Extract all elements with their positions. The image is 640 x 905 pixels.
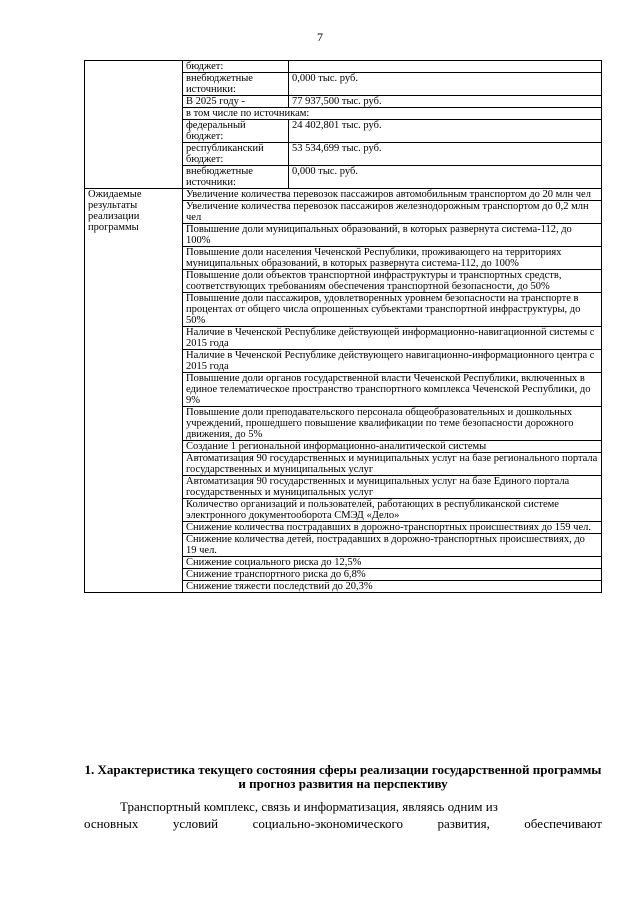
paragraph-word: обеспечивают <box>524 816 602 831</box>
result-item: Повышение доли пассажиров, удовлетворенных уровнем безопасности на транспорте в процентах от общего числа опрошенных субъектами транспортной инфраструктуры, до 50% <box>183 293 602 327</box>
budget-source-value: 0,000 тыс. руб. <box>289 166 602 189</box>
passport-table <box>84 60 602 593</box>
budget-source-name: федеральный бюджет: <box>183 120 289 143</box>
budget-source-name: бюджет: <box>183 61 289 73</box>
budget-label-cell <box>85 61 183 189</box>
result-item: Повышение доли муниципальных образований, в которых развернута система-112, до 100% <box>183 224 602 247</box>
paragraph-word: основных <box>84 816 139 831</box>
results-label: Ожидаемые результаты реализации программы <box>85 189 183 593</box>
results-section <box>85 189 602 593</box>
budget-source-name: внебюджетные источники: <box>183 73 289 96</box>
budget-source-value: 53 534,699 тыс. руб. <box>289 143 602 166</box>
budget-source-name: внебюджетные источники: <box>183 166 289 189</box>
result-item: Увеличение количества перевозок пассажиров автомобильным транспортом до 20 млн чел <box>183 189 602 201</box>
result-item: Повышение доли объектов транспортной инфраструктуры и транспортных средств, соответствующих требованиям обеспечения транспортной безопасности, до 50% <box>183 270 602 293</box>
result-item: Создание 1 региональной информационно-аналитической системы <box>183 441 602 453</box>
result-item: Снижение транспортного риска до 6,8% <box>183 569 602 581</box>
section-heading: 1. Характеристика текущего состояния сферы реализации государственной программы и прогноз развития на перспективу <box>84 762 602 791</box>
result-item: Снижение количества пострадавших в дорожно-транспортных происшествиях до 159 чел. <box>183 522 602 534</box>
budget-source-value <box>289 61 602 73</box>
budget-source-name: республиканский бюджет: <box>183 143 289 166</box>
paragraph-word: условий <box>172 816 219 831</box>
result-row <box>85 189 602 201</box>
result-item: Снижение количества детей, пострадавших в дорожно-транспортных происшествиях, до 19 чел. <box>183 534 602 557</box>
budget-source-value: 0,000 тыс. руб. <box>289 73 602 96</box>
result-item: Снижение социального риска до 12,5% <box>183 557 602 569</box>
result-item: Увеличение количества перевозок пассажиров железнодорожным транспортом до 0,2 млн чел <box>183 201 602 224</box>
budget-source-name: В 2025 году - <box>183 96 289 108</box>
result-item: Повышение доли населения Чеченской Республики, проживающего на территориях муниципальных образований, в которых развернута система-112, до 100% <box>183 247 602 270</box>
result-item: Наличие в Чеченской Республике действующей информационно-навигационной системы с 2015 года <box>183 327 602 350</box>
result-item: Снижение тяжести последствий до 20,3% <box>183 581 602 593</box>
result-item: Наличие в Чеченской Республике действующего навигационно-информационного центра с 2015 года <box>183 350 602 373</box>
budget-source-value: 77 937,500 тыс. руб. <box>289 96 602 108</box>
result-item: Автоматизация 90 государственных и муниципальных услуг на базе Единого портала государственных и муниципальных услуг <box>183 476 602 499</box>
result-item: Повышение доли органов государственной власти Чеченской Республики, включенных в единое телематическое пространство транспортного комплекса Чеченской Республики, до 9% <box>183 373 602 407</box>
budget-row <box>85 61 602 73</box>
budget-section <box>85 61 602 189</box>
result-item: Количество организаций и пользователей, работающих в республиканской системе электронного документооборота СМЭД «Дело» <box>183 499 602 522</box>
result-item: Повышение доли преподавательского персонала общеобразовательных и дошкольных учреждений, прошедшего повышение квалификации по теме безопасности дорожного движения, до 5% <box>183 407 602 441</box>
result-item: Автоматизация 90 государственных и муниципальных услуг на базе регионального портала государственных и муниципальных услуг <box>183 453 602 476</box>
budget-span-cell: в том числе по источникам: <box>183 108 602 120</box>
budget-source-value: 24 402,801 тыс. руб. <box>289 120 602 143</box>
paragraph-line-2 <box>84 816 602 832</box>
paragraph-line-1: Транспортный комплекс, связь и информатизация, являясь одним из <box>120 799 498 814</box>
paragraph-word: социально-экономического <box>252 816 404 831</box>
page-number: 7 <box>317 30 323 44</box>
paragraph-word: развития, <box>437 816 490 831</box>
